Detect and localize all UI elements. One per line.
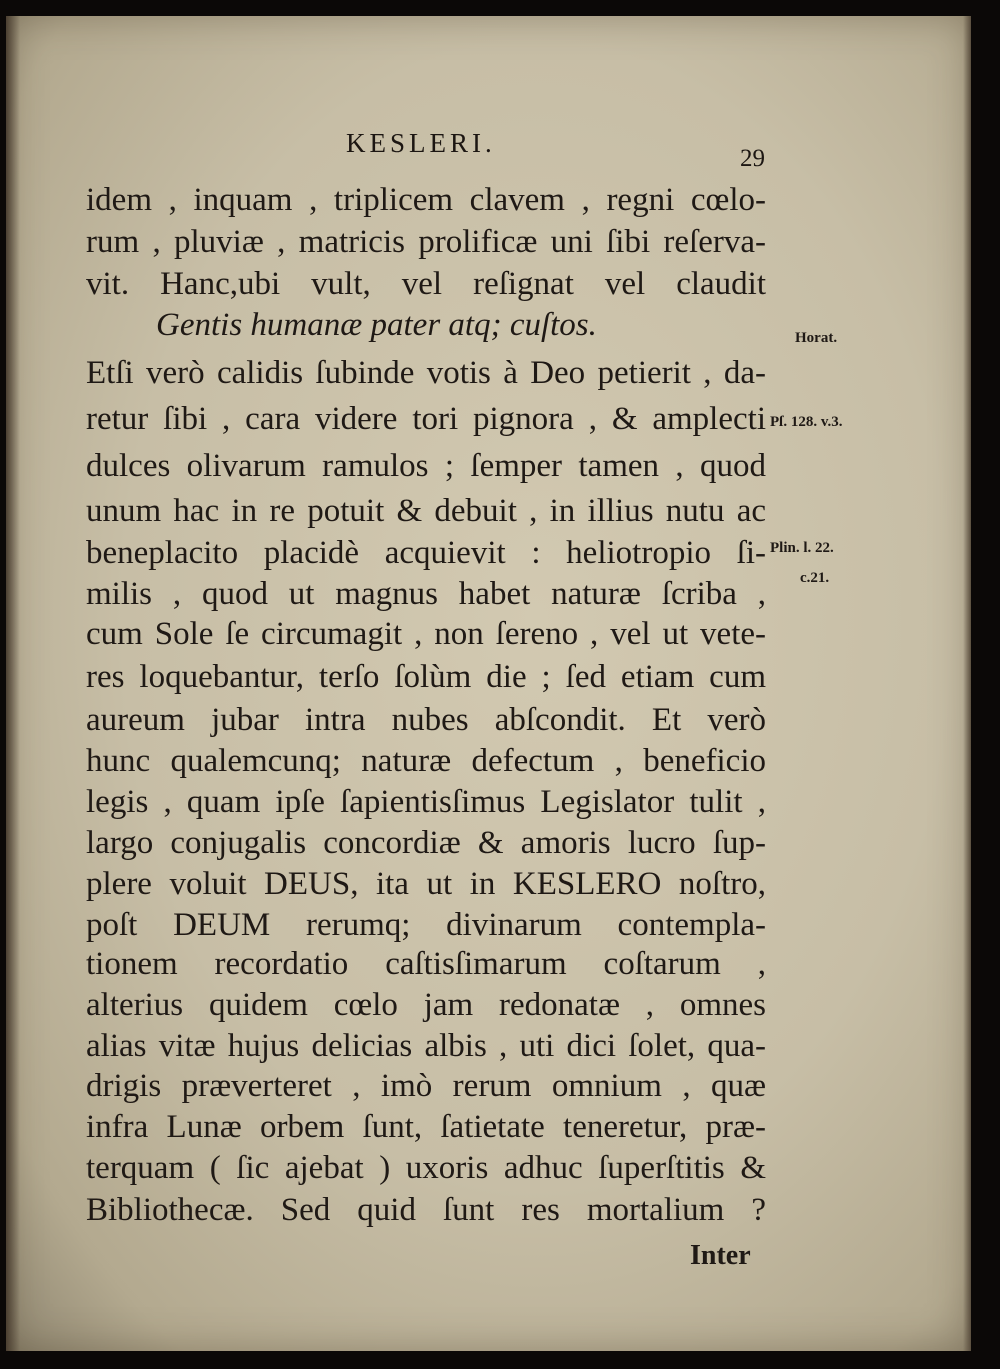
text-line: res loquebantur, terſo ſolùm die ; ſed etiam cum [86,659,766,695]
text-line: poſt DEUM rerumq; divinarum contempla- [86,907,766,943]
text-line: Etſi verò calidis ſubinde votis à Deo petierit , da- [86,355,766,391]
text-line: infra Lunæ orbem ſunt, ſatietate teneretur, præ- [86,1109,766,1145]
text-line: vit. Hanc,ubi vult, vel reſignat vel claudit [86,266,766,302]
text-line: plere voluit DEUS, ita ut in KESLERO noſtro, [86,866,766,902]
margin-note: c.21. [800,570,830,586]
text-line: retur ſibi , cara videre tori pignora , & amplecti [86,401,766,437]
margin-note: Horat. [795,330,838,346]
text-line: legis , quam ipſe ſapientisſimus Legislator tulit , [86,784,766,820]
text-line: largo conjugalis concordiæ & amoris lucro ſup- [86,825,766,861]
text-line: dulces olivarum ramulos ; ſemper tamen , quod [86,448,766,484]
text-line: alterius quidem cœlo jam redonatæ , omnes [86,987,766,1023]
text-line: Bibliothecæ. Sed quid ſunt res mortalium ? [86,1192,766,1228]
text-line: drigis præverteret , imò rerum omnium , quæ [86,1068,766,1104]
page-number: 29 [740,145,765,172]
text-line: milis , quod ut magnus habet naturæ ſcriba , [86,576,766,612]
text-line: beneplacito placidè acquievit : heliotropio ſi- [86,535,766,571]
text-line: aureum jubar intra nubes abſcondit. Et verò [86,702,766,738]
verse-quote: Gentis humanæ pater atq; cuſtos. [156,307,597,343]
text-line: cum Sole ſe circumagit , non ſereno , vel ut vete- [86,616,766,652]
text-line: alias vitæ hujus delicias albis , uti dici ſolet, qua- [86,1028,766,1064]
text-line: idem , inquam , triplicem clavem , regni cœlo- [86,182,766,218]
catchword: Inter [690,1240,751,1271]
text-line: unum hac in re potuit & debuit , in illius nutu ac [86,493,766,529]
text-line: hunc qualemcunq; naturæ defectum , beneficio [86,743,766,779]
running-head: KESLERI. [346,128,496,158]
margin-note: Plin. l. 22. [770,540,834,556]
text-line: terquam ( ſic ajebat ) uxoris adhuc ſuperſtitis & [86,1150,766,1186]
margin-note: Pſ. 128. v.3. [770,414,843,430]
text-line: tionem recordatio caſtisſimarum coſtarum , [86,946,766,982]
text-line: rum , pluviæ , matricis prolificæ uni ſibi reſerva- [86,224,766,260]
